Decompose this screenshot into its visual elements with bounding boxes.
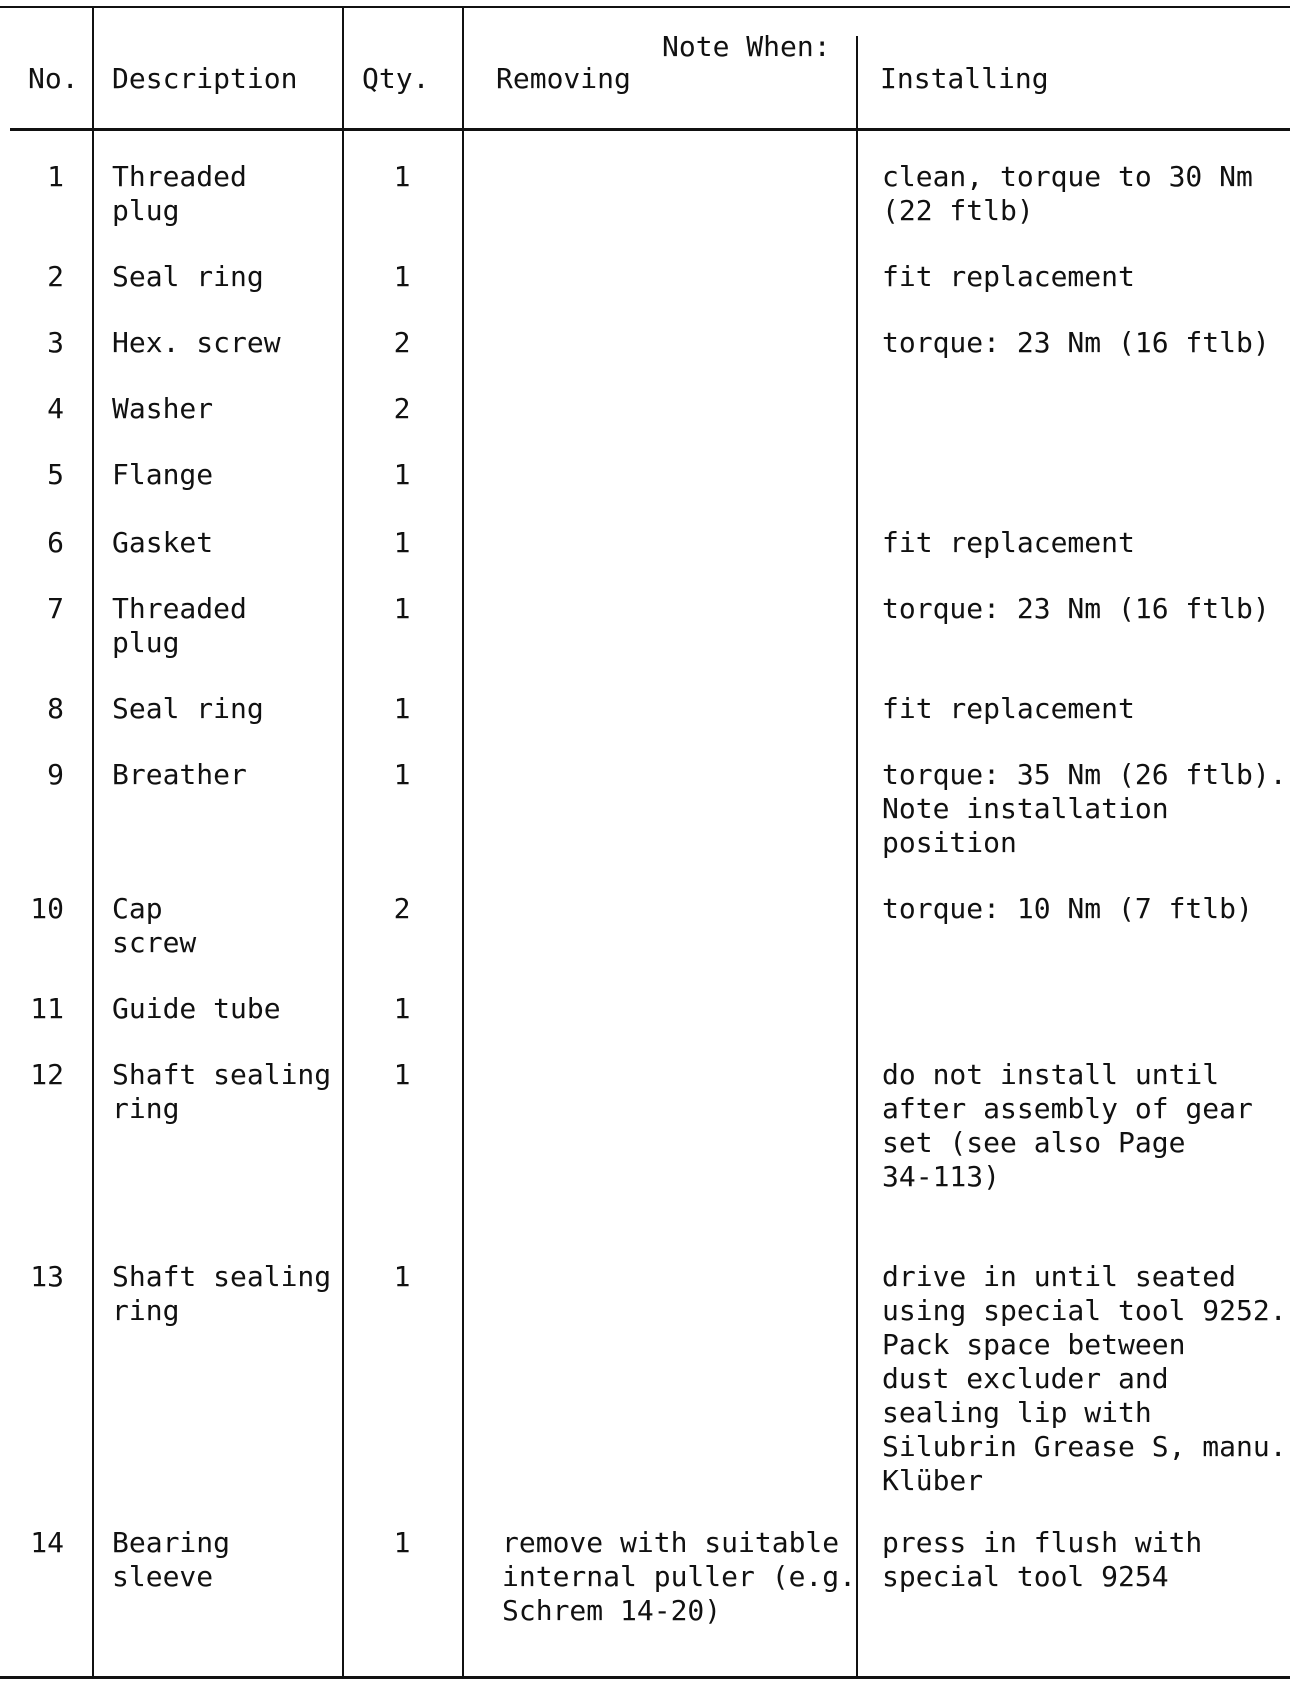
row-13-qty: 1 [393, 1260, 411, 1293]
row-6-no: 6 [47, 526, 64, 559]
row-7-installing: torque: 23 Nm (16 ftlb) [882, 592, 1270, 625]
header-note-when: Note When: [662, 30, 831, 63]
row-3-installing: torque: 23 Nm (16 ftlb) [882, 326, 1270, 359]
row-10-no: 10 [30, 892, 64, 925]
top-rule [0, 6, 1290, 8]
row-14-installing: press in flush with special tool 9254 [882, 1526, 1203, 1593]
divider-description-qty [342, 8, 344, 1676]
row-4-no: 4 [47, 392, 64, 425]
row-11-qty: 1 [393, 992, 411, 1025]
header-qty: Qty. [362, 62, 430, 95]
header-no: No. [28, 62, 79, 95]
row-9-installing: torque: 35 Nm (26 ftlb). Note installation position [882, 758, 1287, 859]
row-1-installing: clean, torque to 30 Nm (22 ftlb) [882, 160, 1253, 227]
row-6-qty: 1 [393, 526, 411, 559]
row-8-description: Seal ring [112, 692, 264, 725]
row-2-installing: fit replacement [882, 260, 1135, 293]
row-12-no: 12 [30, 1058, 64, 1091]
row-13-installing: drive in until seated using special tool 9252. Pack space between dust excluder and sealing lip with Silubrin Grease S, manu. Klüber [882, 1260, 1287, 1497]
row-10-qty: 2 [393, 892, 411, 925]
row-14-qty: 1 [393, 1526, 411, 1559]
row-10-installing: torque: 10 Nm (7 ftlb) [882, 892, 1253, 925]
row-9-no: 9 [47, 758, 64, 791]
row-2-description: Seal ring [112, 260, 264, 293]
divider-no-description [92, 8, 94, 1676]
header-installing: Installing [880, 62, 1049, 95]
header-description: Description [112, 62, 298, 95]
row-11-description: Guide tube [112, 992, 281, 1025]
row-12-description: Shaft sealing ring [112, 1058, 332, 1125]
row-13-no: 13 [30, 1260, 64, 1293]
row-13-description: Shaft sealing ring [112, 1260, 332, 1327]
row-12-installing: do not install until after assembly of gear set (see also Page 34-113) [882, 1058, 1253, 1193]
header-removing: Removing [496, 62, 631, 95]
row-9-qty: 1 [393, 758, 411, 791]
row-3-qty: 2 [393, 326, 411, 359]
row-14-removing: remove with suitable internal puller (e.g. Schrem 14-20) [502, 1526, 857, 1627]
header-rule [10, 128, 1290, 131]
row-3-no: 3 [47, 326, 64, 359]
row-1-description: Threaded plug [112, 160, 247, 227]
row-8-qty: 1 [393, 692, 411, 725]
row-3-description: Hex. screw [112, 326, 281, 359]
row-14-no: 14 [30, 1526, 64, 1559]
row-9-description: Breather [112, 758, 247, 791]
row-12-qty: 1 [393, 1058, 411, 1091]
row-1-no: 1 [47, 160, 64, 193]
row-8-no: 8 [47, 692, 64, 725]
row-4-description: Washer [112, 392, 214, 425]
row-4-qty: 2 [393, 392, 411, 425]
row-2-no: 2 [47, 260, 64, 293]
row-5-no: 5 [47, 458, 64, 491]
divider-removing-installing [856, 36, 858, 1676]
row-5-qty: 1 [393, 458, 411, 491]
row-6-installing: fit replacement [882, 526, 1135, 559]
row-1-qty: 1 [393, 160, 411, 193]
row-7-description: Threaded plug [112, 592, 247, 659]
row-7-qty: 1 [393, 592, 411, 625]
row-14-description: Bearing sleeve [112, 1526, 231, 1593]
row-11-no: 11 [30, 992, 64, 1025]
row-5-description: Flange [112, 458, 214, 491]
row-8-installing: fit replacement [882, 692, 1135, 725]
bottom-rule [0, 1676, 1290, 1679]
row-7-no: 7 [47, 592, 64, 625]
row-2-qty: 1 [393, 260, 411, 293]
divider-qty-removing [462, 8, 464, 1676]
row-10-description: Cap screw [112, 892, 197, 959]
row-6-description: Gasket [112, 526, 214, 559]
